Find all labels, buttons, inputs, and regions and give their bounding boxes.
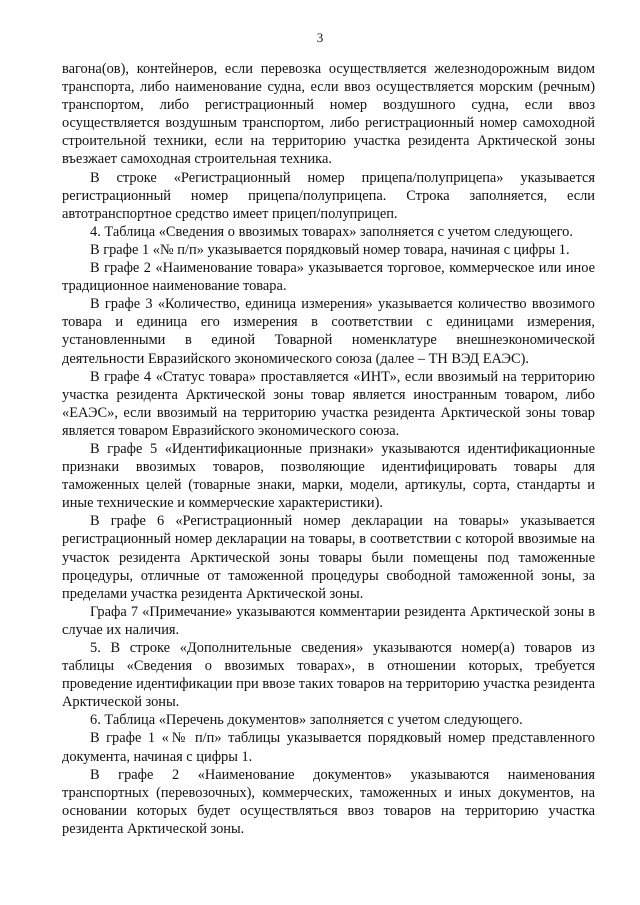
- paragraph-column-6: В графе 6 «Регистрационный номер декларации на товары» указывается регистрационный номер декларации на товары, в соответствии с которой ввозимые на участок резидента Арктической зоны товары были помещены под таможенные процедуры, отличные от таможенной процедуры свободной таможенной зоны, за пределами участка резидента Арктической зоны.: [62, 513, 595, 602]
- paragraph-doc-column-2: В графе 2 «Наименование документов» указываются наименования транспортных (перевозочных), коммерческих, таможенных и иных документов, на основании которых будет осуществляться ввоз товаров на территорию участка резидента Арктической зоны.: [62, 766, 595, 837]
- paragraph-column-3: В графе 3 «Количество, единица измерения» указывается количество ввозимого товара и единица его измерения в соответствии с единицами измерения, установленными в единой Товарной номенклатуре внешнеэкономической деятельности Евразийского экономического союза (далее – ТН ВЭД ЕАЭС).: [62, 296, 595, 367]
- paragraph-item-4: 4. Таблица «Сведения о ввозимых товарах» заполняется с учетом следующего.: [90, 223, 573, 240]
- paragraph-item-6: 6. Таблица «Перечень документов» заполняется с учетом следующего.: [90, 712, 523, 729]
- paragraph-doc-column-1: В графе 1 «№ п/п» таблицы указывается порядковый номер представленного документа, начиная с цифры 1.: [62, 730, 595, 765]
- page-number: 3: [316, 30, 324, 45]
- paragraph-column-7: Графа 7 «Примечание» указываются комментарии резидента Арктической зоны в случае их наличия.: [62, 603, 595, 638]
- paragraph-column-5: В графе 5 «Идентификационные признаки» указываются идентификационные признаки ввозимых товаров, позволяющие идентифицировать товары для таможенных целей (товарные знаки, марки, модели, артикулы, сорта, стандарты и иные технические и коммерческие характеристики).: [62, 440, 595, 512]
- paragraph-column-1: В графе 1 «№ п/п» указывается порядковый номер товара, начиная с цифры 1.: [90, 241, 570, 258]
- document-body: [62, 60, 595, 838]
- paragraph-continuation: вагона(ов), контейнеров, если перевозка осуществляется железнодорожным видом транспорта, либо наименование судна, если ввоз осуществляется морским (речным) транспортом, либо регистрационный номер воздушного судна, если ввоз осуществляется воздушным транспортом, либо регистрационный номер самоходной строительной техники, если на территорию участка резидента Арктической зоны въезжает самоходная строительная техника.: [62, 61, 595, 168]
- paragraph-trailer-number: В строке «Регистрационный номер прицепа/полуприцепа» указывается регистрационный номер прицепа/полуприцепа. Строка заполняется, если автотранспортное средство имеет прицеп/полуприцеп.: [62, 169, 595, 222]
- paragraph-column-2: В графе 2 «Наименование товара» указывается торговое, коммерческое или иное традиционное наименование товара.: [62, 260, 595, 295]
- paragraph-column-4: В графе 4 «Статус товара» проставляется «ИНТ», если ввозимый на территорию участка резидента Арктической зоны товар является иностранным товаром, либо «ЕАЭС», если ввозимый на территорию участка резидента Арктической зоны товар является товаром Евразийского экономического союза.: [62, 368, 595, 439]
- paragraph-item-5: 5. В строке «Дополнительные сведения» указываются номер(а) товаров из таблицы «Сведения о ввозимых товарах», в отношении которых, требуется проведение идентификации при ввозе таких товаров на территорию участка резидента Арктической зоны.: [62, 640, 595, 711]
